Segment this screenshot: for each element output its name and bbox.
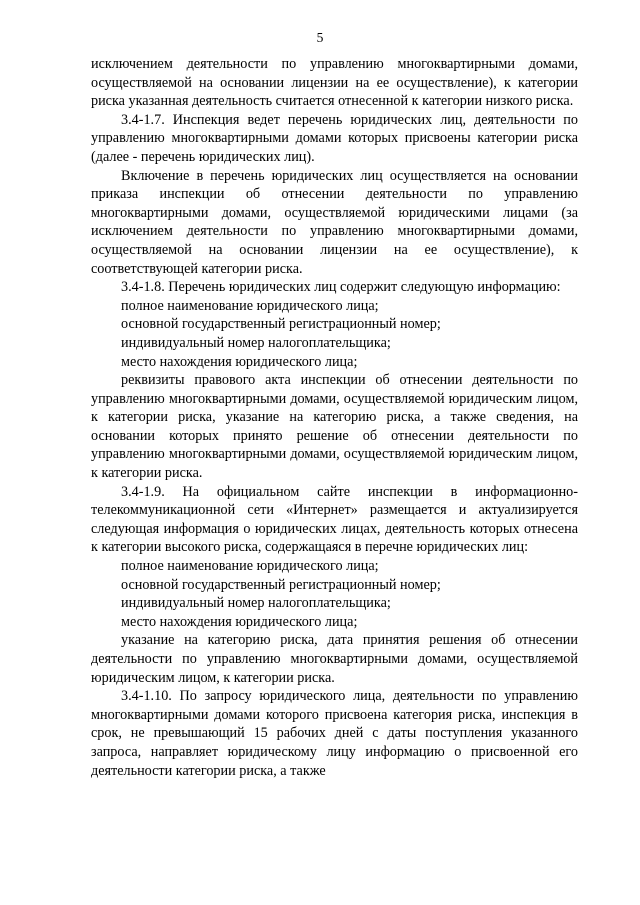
paragraph-inclusion: Включение в перечень юридических лиц осуществляется на основании приказа инспекции об отнесении деятельности по управлению многоквартирными домами, осуществляемой юридическими лицами (за исключением деятельности по управлению многоквартирными домами, осуществляемой на основании лицензии на ее осуществление), к соответствующей категории риска. bbox=[91, 167, 578, 277]
list-item-full-name-2: полное наименование юридического лица; bbox=[121, 558, 379, 575]
document-body bbox=[91, 55, 578, 780]
paragraph-continuation: исключением деятельности по управлению многоквартирными домами, осуществляемой на основании лицензии на ее осуществление), к категории риска указанная деятельность считается отнесенной к категории низкого риска. bbox=[91, 56, 578, 110]
paragraph-3-4-1-10: 3.4-1.10. По запросу юридического лица, деятельности по управлению многоквартирными домами которого присвоена категория риска, инспекция в срок, не превышающий 15 рабочих дней с даты поступления указанного запроса, направляет юридическому лицу информацию о присвоенной его деятельности категории риска, а также bbox=[91, 688, 578, 779]
page-number: 5 bbox=[316, 30, 324, 45]
list-item-legal-act: реквизиты правового акта инспекции об отнесении деятельности по управлению многоквартирными домами, осуществляемой юридическим лицом, к категории риска, указание на категорию риска, а также сведения, на основании которых принято решение об отнесении деятельности по управлению многоквартирными домами, осуществляемой юридическим лицом, к категории риска. bbox=[91, 372, 578, 482]
list-item-inn-2: индивидуальный номер налогоплательщика; bbox=[121, 595, 391, 612]
paragraph-3-4-1-8: 3.4-1.8. Перечень юридических лиц содержит следующую информацию: bbox=[121, 279, 561, 296]
list-item-risk-category: указание на категорию риска, дата принятия решения об отнесении деятельности по управлению многоквартирными домами, осуществляемой юридическим лицом, к категории риска. bbox=[91, 632, 578, 686]
list-item-ogrn-2: основной государственный регистрационный номер; bbox=[121, 576, 441, 593]
list-item-ogrn: основной государственный регистрационный номер; bbox=[121, 316, 441, 333]
list-item-full-name: полное наименование юридического лица; bbox=[121, 297, 379, 314]
list-item-location-2: место нахождения юридического лица; bbox=[121, 613, 358, 630]
paragraph-3-4-1-7: 3.4-1.7. Инспекция ведет перечень юридических лиц, деятельности по управлению многоквартирными домами которых присвоены категории риска (далее - перечень юридических лиц). bbox=[91, 111, 578, 165]
list-item-location: место нахождения юридического лица; bbox=[121, 353, 358, 370]
paragraph-3-4-1-9: 3.4-1.9. На официальном сайте инспекции в информационно-телекоммуникационной сети «Интернет» размещается и актуализируется следующая информация о юридических лицах, деятельность которых отнесена к категории высокого риска, содержащаяся в перечне юридических лиц: bbox=[91, 483, 578, 556]
list-item-inn: индивидуальный номер налогоплательщика; bbox=[121, 334, 391, 351]
